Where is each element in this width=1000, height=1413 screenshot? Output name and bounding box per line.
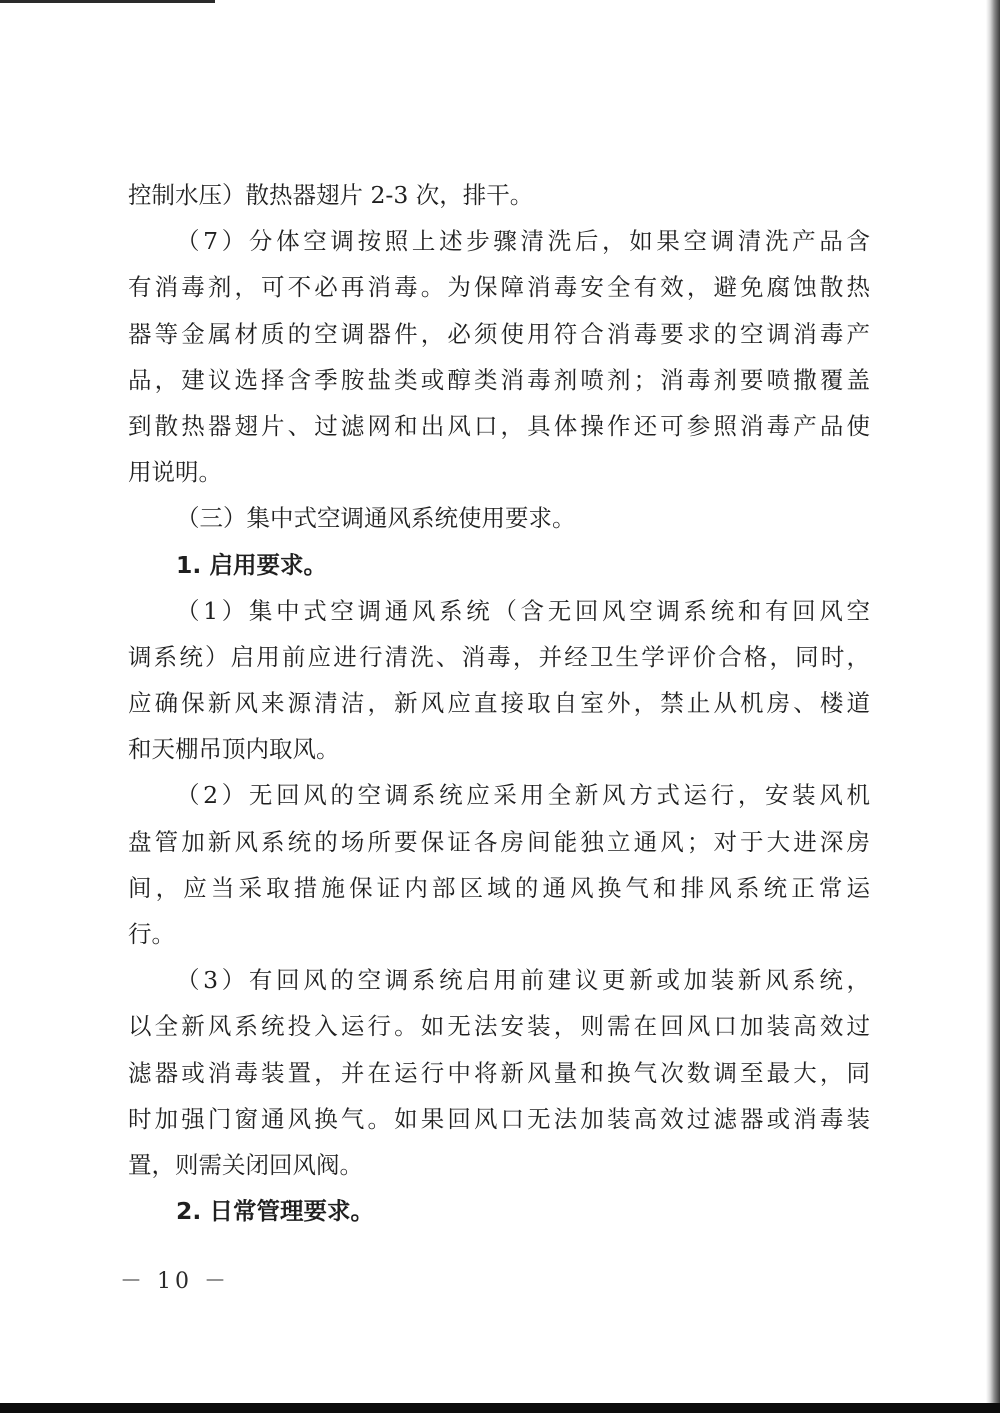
scan-top-line [0,0,215,3]
body-line: 盘管加新风系统的场所要保证各房间能独立通风；对于大进深房 [128,827,870,856]
body-line: 以全新风系统投入运行。如无法安装，则需在回风口加装高效过 [128,1012,870,1041]
body-line: 和天棚吊顶内取风。 [128,735,340,764]
body-line: 调系统）启用前应进行清洗、消毒，并经卫生学评价合格，同时， [128,642,870,671]
body-line: 时加强门窗通风换气。如果回风口无法加装高效过滤器或消毒装 [128,1104,870,1133]
body-line: （7）分体空调按照上述步骤清洗后，如果空调清洗产品含 [176,227,870,256]
body-line: （1）集中式空调通风系统（含无回风空调系统和有回风空 [176,596,870,625]
page-number: － 10 － [120,1269,230,1294]
body-line: 置，则需关闭回风阀。 [128,1150,363,1179]
body-line: 行。 [128,920,175,948]
section-heading: （三）集中式空调通风系统使用要求。 [176,504,576,533]
body-line: （3）有回风的空调系统启用前建议更新或加装新风系统， [176,966,870,995]
scan-right-edge [986,0,1000,1413]
body-line: 有消毒剂，可不必再消毒。为保障消毒安全有效，避免腐蚀散热 [128,273,870,302]
body-line: 间，应当采取措施保证内部区域的通风换气和排风系统正常运 [128,873,870,902]
body-line: 滤器或消毒装置，并在运行中将新风量和换气次数调至最大，同 [128,1058,870,1087]
body-line: 控制水压）散热器翅片 2-3 次，排干。 [128,181,534,209]
body-line: 用说明。 [128,458,222,487]
document-body [128,172,870,1234]
subsection-heading: 1. 启用要求。 [176,550,327,579]
body-line: （2）无回风的空调系统应采用全新风方式运行，安装风机 [176,781,870,810]
subsection-heading: 2. 日常管理要求。 [176,1197,374,1226]
body-line: 品，建议选择含季胺盐类或醇类消毒剂喷剂；消毒剂要喷撒覆盖 [128,365,870,394]
body-line: 应确保新风来源清洁，新风应直接取自室外，禁止从机房、楼道 [128,689,870,718]
body-line: 到散热器翅片、过滤网和出风口，具体操作还可参照消毒产品使 [128,411,870,440]
scan-bottom-band [0,1403,1000,1413]
body-line: 器等金属材质的空调器件，必须使用符合消毒要求的空调消毒产 [128,319,870,348]
